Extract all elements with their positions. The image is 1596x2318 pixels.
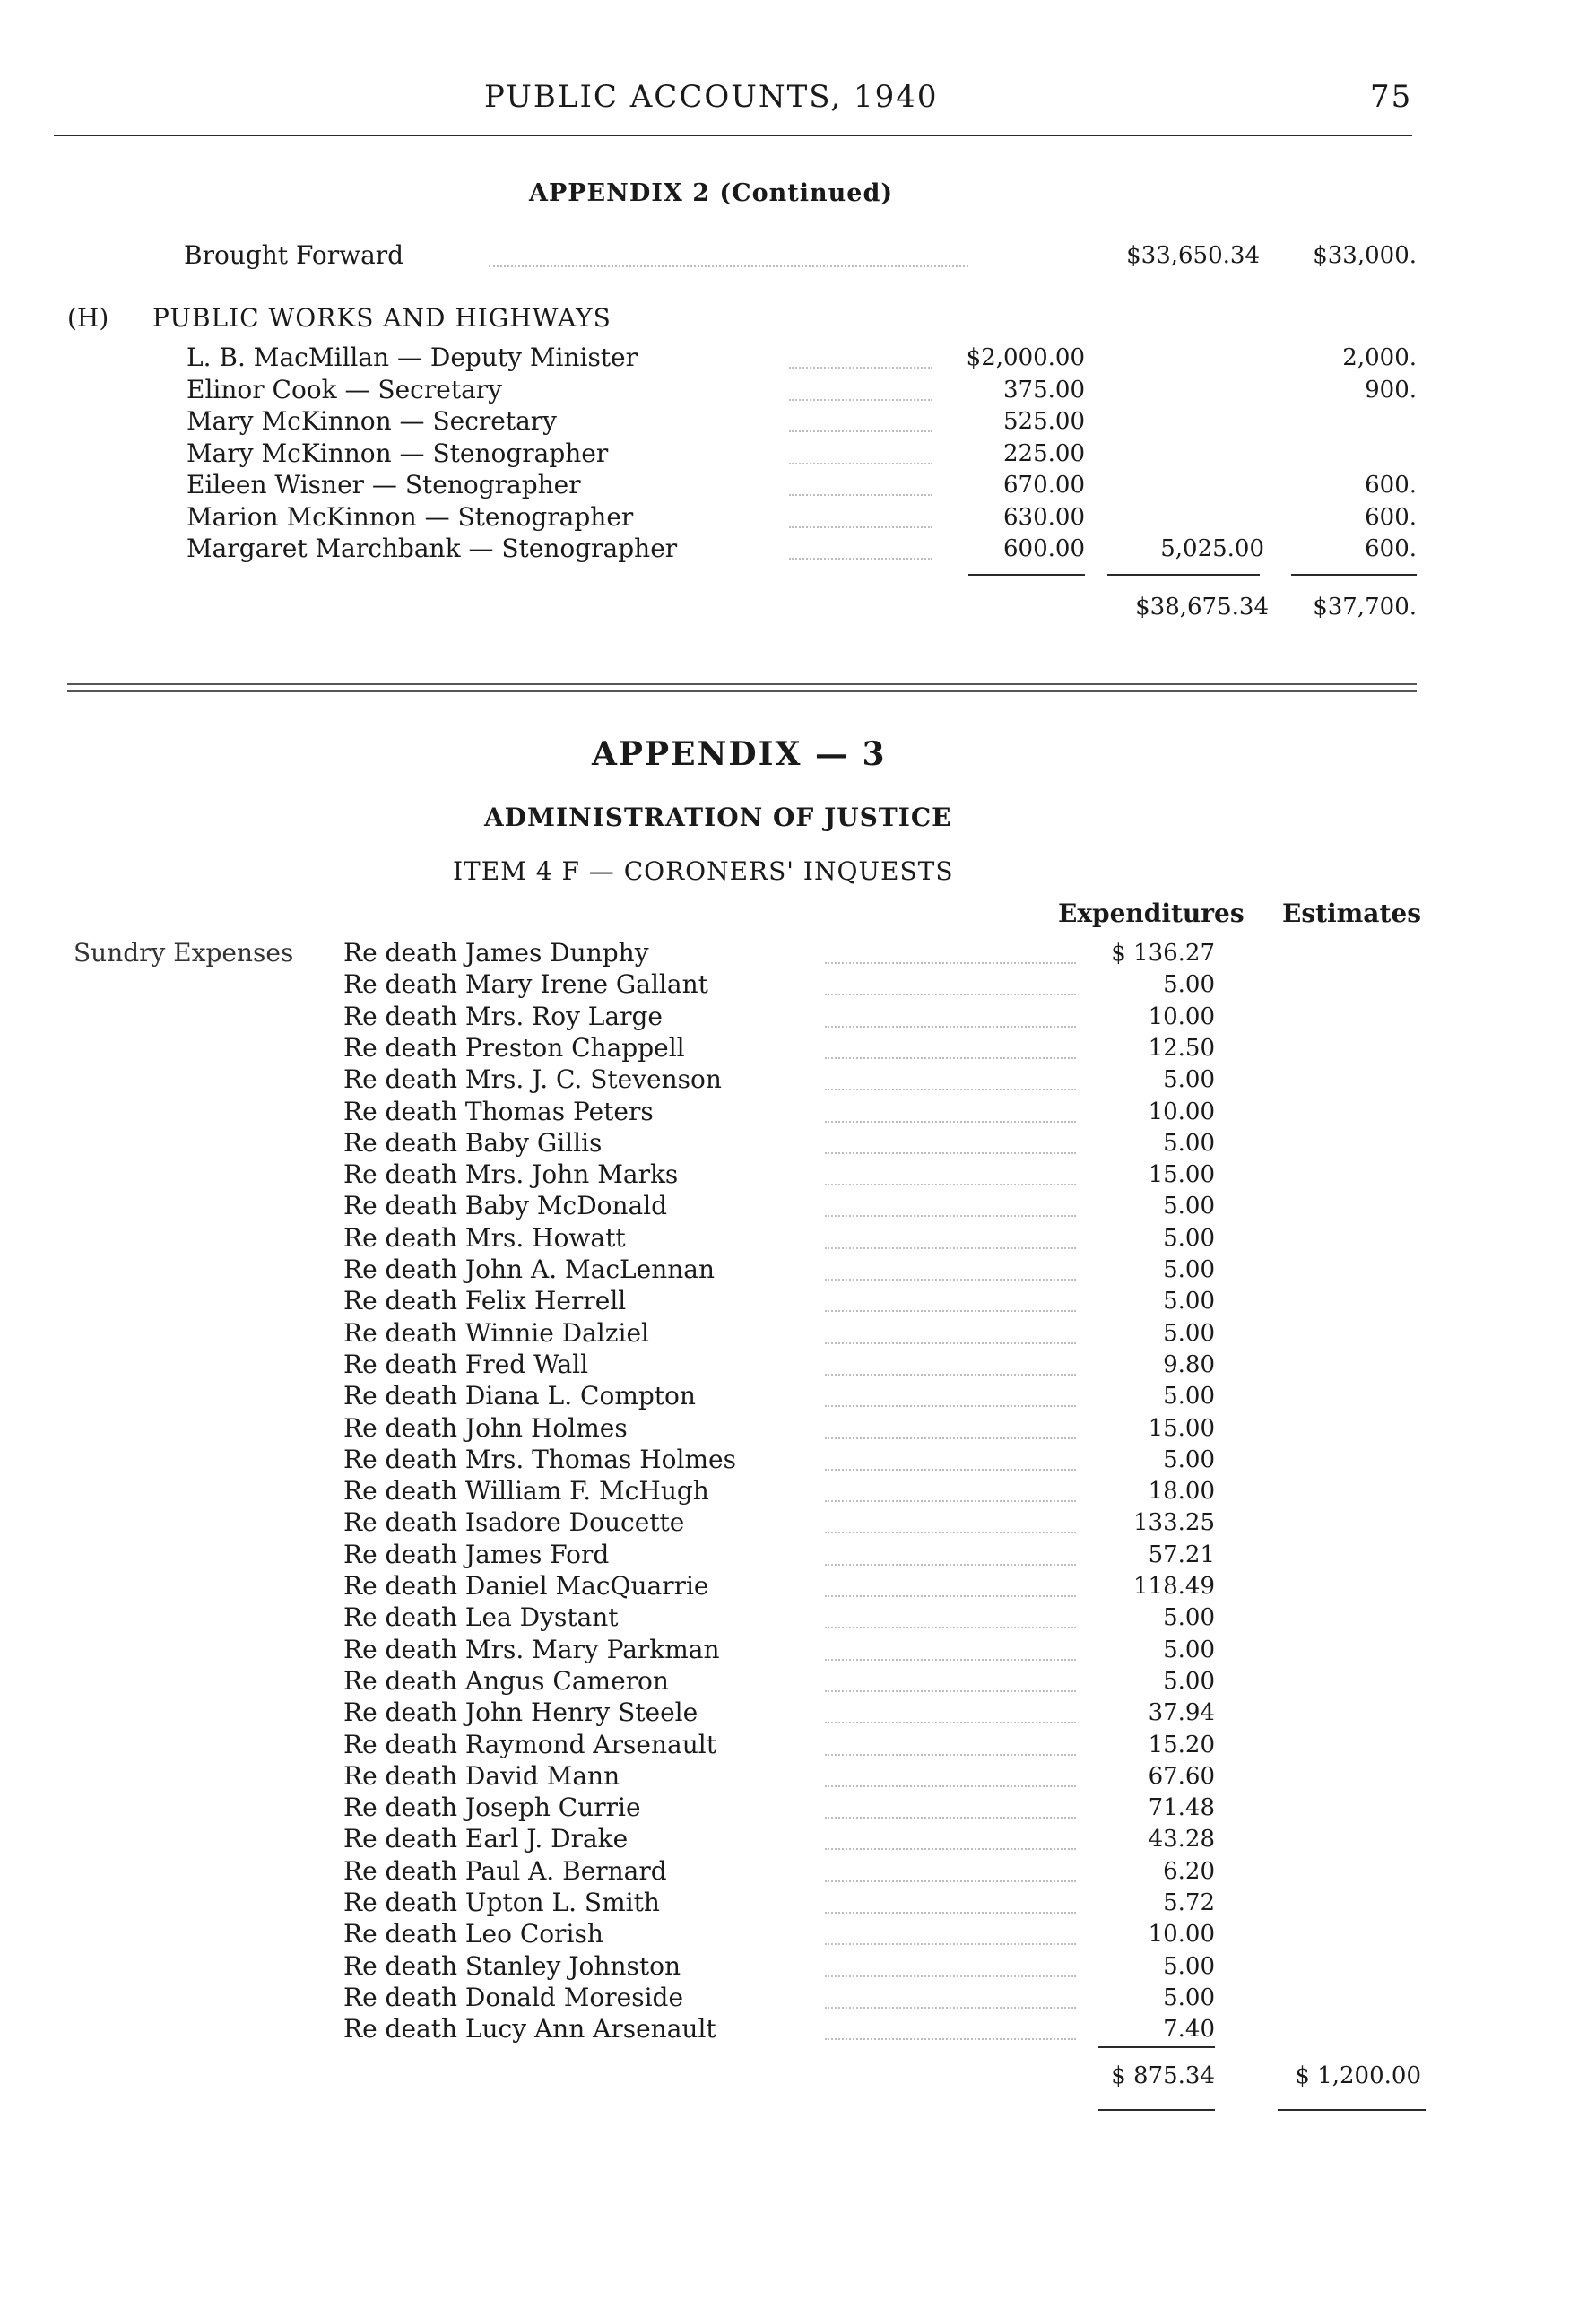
entry-label: Re death Isadore Doucette	[343, 1507, 685, 1538]
appendix3-total-estimate: $ 1,200.00	[1295, 2062, 1421, 2089]
entry-amount: 10.00	[1148, 1921, 1215, 1949]
line-item-label: Eileen Wisner — Stenographer	[186, 470, 581, 499]
line-item-estimate: 900.	[1365, 376, 1417, 404]
leader-dots	[825, 1564, 1076, 1566]
table-row	[0, 1159, 1596, 1191]
line-item	[0, 502, 1596, 534]
table-row	[0, 1571, 1596, 1602]
line-item	[0, 406, 1596, 438]
table-row	[0, 1730, 1596, 1761]
entry-label: Re death John Henry Steele	[343, 1697, 698, 1728]
entry-amount: 5.00	[1163, 1383, 1215, 1411]
entry-label: Re death James Dunphy	[343, 938, 649, 968]
entry-label: Re death Mary Irene Gallant	[343, 969, 708, 1000]
table-row	[0, 1697, 1596, 1729]
entry-amount: 133.25	[1133, 1509, 1215, 1537]
line-item-amount: $2,000.00	[966, 344, 1085, 371]
entry-label: Re death John Holmes	[343, 1412, 628, 1443]
leader-dots	[825, 1184, 1076, 1185]
entry-label: Re death David Mann	[343, 1760, 620, 1791]
appendix3-subheading: ADMINISTRATION OF JUSTICE	[484, 803, 952, 832]
sundry-expenses-label: Sundry Expenses	[74, 938, 294, 968]
entry-label: Re death Winnie Dalziel	[343, 1317, 649, 1348]
entry-label: Re death Upton L. Smith	[343, 1888, 660, 1917]
line-item	[0, 534, 1596, 565]
entry-amount: 9.80	[1163, 1350, 1215, 1378]
expenditures-column-header: Expenditures	[1058, 899, 1245, 928]
leader-dots	[825, 1880, 1076, 1882]
entry-amount: 10.00	[1148, 1003, 1215, 1030]
table-row	[0, 1919, 1596, 1950]
entry-amount: 5.00	[1163, 1256, 1215, 1283]
entry-amount: 6.20	[1163, 1857, 1215, 1885]
leader-dots	[825, 1690, 1076, 1692]
table-row	[0, 1002, 1596, 1033]
leader-dots	[789, 430, 932, 432]
table-row	[0, 1951, 1596, 1983]
leader-dots	[825, 1659, 1076, 1661]
brought-forward-expenditure: $33,650.34	[1126, 242, 1260, 269]
leader-dots	[825, 1817, 1076, 1819]
leader-dots	[825, 1785, 1076, 1787]
entry-amount: 57.21	[1148, 1541, 1215, 1568]
leader-dots	[789, 558, 932, 560]
line-item-estimate: 600.	[1365, 535, 1417, 562]
entry-label: Re death Mrs. Howatt	[343, 1222, 626, 1253]
leader-dots	[789, 494, 932, 496]
entry-label: Re death Raymond Arsenault	[343, 1729, 716, 1759]
entry-amount: 5.00	[1163, 971, 1215, 999]
entry-label: Re death Felix Herrell	[343, 1286, 627, 1316]
entry-amount: 5.00	[1163, 1667, 1215, 1695]
subtotal-rule	[968, 574, 1085, 576]
table-row	[0, 1793, 1596, 1824]
total-underline	[1098, 2109, 1215, 2111]
table-row	[0, 1635, 1596, 1666]
entry-label: Re death Mrs. Thomas Holmes	[343, 1444, 736, 1474]
appendix2-heading: APPENDIX 2 (Continued)	[529, 179, 894, 207]
total-underline	[1278, 2109, 1426, 2111]
appendix2-total-estimate: $37,700.	[1313, 594, 1417, 621]
line-item	[0, 343, 1596, 374]
entry-amount: 5.00	[1163, 1129, 1215, 1157]
line-item-amount: 630.00	[1003, 503, 1085, 531]
section-title: PUBLIC WORKS AND HIGHWAYS	[152, 303, 612, 333]
table-row	[0, 1128, 1596, 1159]
table-row	[0, 938, 1596, 969]
entry-label: Re death John A. MacLennan	[343, 1254, 715, 1284]
page-title: PUBLIC ACCOUNTS, 1940	[484, 79, 939, 115]
leader-dots	[489, 265, 968, 267]
leader-dots	[825, 1279, 1076, 1281]
leader-dots	[825, 1215, 1076, 1217]
table-row	[0, 1413, 1596, 1445]
table-row	[0, 1097, 1596, 1128]
leader-dots	[825, 1405, 1076, 1407]
entry-label: Re death Thomas Peters	[343, 1096, 654, 1126]
leader-dots	[825, 1943, 1076, 1945]
appendix3-total-expenditure: $ 875.34	[1111, 2062, 1215, 2089]
table-row	[0, 1761, 1596, 1793]
entry-label: Re death Fred Wall	[343, 1349, 589, 1379]
leader-dots	[825, 2038, 1076, 2040]
line-item-label: Mary McKinnon — Secretary	[186, 406, 557, 436]
entry-amount: $ 136.27	[1111, 940, 1215, 967]
entry-amount: 5.00	[1163, 1224, 1215, 1252]
leader-dots	[825, 1374, 1076, 1376]
entry-label: Re death Mrs. Roy Large	[343, 1001, 663, 1031]
entry-amount: 5.00	[1163, 1193, 1215, 1220]
line-item	[0, 470, 1596, 501]
entry-label: Re death Preston Chappell	[343, 1032, 685, 1063]
table-row	[0, 1445, 1596, 1476]
table-row	[0, 1254, 1596, 1286]
table-row	[0, 1318, 1596, 1350]
leader-dots	[789, 399, 932, 401]
line-item-amount: 375.00	[1003, 376, 1085, 404]
table-row	[0, 1602, 1596, 1634]
entry-label: Re death Baby McDonald	[343, 1191, 668, 1221]
table-row	[0, 1888, 1596, 1919]
leader-dots	[825, 1089, 1076, 1090]
appendix3-heading: APPENDIX — 3	[592, 735, 887, 773]
brought-forward-estimate: $33,000.	[1313, 242, 1417, 269]
line-item-estimate: 600.	[1365, 472, 1417, 499]
entry-label: Re death Mrs. J. C. Stevenson	[343, 1064, 722, 1095]
line-item	[0, 438, 1596, 470]
entry-label: Re death Daniel MacQuarrie	[343, 1571, 709, 1601]
section-separator	[67, 683, 1417, 685]
entry-amount: 5.00	[1163, 1636, 1215, 1663]
entry-label: Re death Joseph Currie	[343, 1793, 641, 1823]
leader-dots	[825, 1026, 1076, 1028]
leader-dots	[825, 1057, 1076, 1059]
entry-label: Re death Stanley Johnston	[343, 1950, 681, 1981]
table-row	[0, 1064, 1596, 1096]
line-item-amount: 225.00	[1003, 439, 1085, 467]
table-row	[0, 1286, 1596, 1317]
table-row	[0, 1033, 1596, 1064]
table-row	[0, 1476, 1596, 1507]
entry-label: Re death Mrs. John Marks	[343, 1159, 679, 1190]
entry-label: Re death Leo Corish	[343, 1919, 603, 1949]
leader-dots	[825, 1310, 1076, 1312]
entry-amount: 43.28	[1148, 1826, 1215, 1854]
subtotal-rule	[1107, 574, 1260, 576]
table-row	[0, 1540, 1596, 1571]
leader-dots	[825, 1754, 1076, 1756]
estimates-column-header: Estimates	[1282, 899, 1421, 928]
leader-dots	[825, 962, 1076, 964]
entry-amount: 5.00	[1163, 1319, 1215, 1347]
table-row	[0, 1350, 1596, 1381]
entry-amount: 15.00	[1148, 1161, 1215, 1189]
entry-amount: 7.40	[1163, 2016, 1215, 2044]
line-item	[0, 375, 1596, 406]
line-item-label: Mary McKinnon — Stenographer	[186, 438, 609, 468]
entry-label: Re death Lucy Ann Arsenault	[343, 2014, 716, 2045]
table-row	[0, 969, 1596, 1001]
section-separator	[67, 690, 1417, 692]
section-code: (H)	[67, 303, 109, 333]
page-number: 75	[1370, 79, 1413, 115]
leader-dots	[825, 1247, 1076, 1249]
appendix3-item: ITEM 4 F — CORONERS' INQUESTS	[453, 856, 954, 886]
entry-amount: 5.00	[1163, 1288, 1215, 1315]
leader-dots	[825, 1975, 1076, 1977]
line-item-label: Elinor Cook — Secretary	[186, 374, 502, 404]
leader-dots	[825, 1342, 1076, 1344]
line-item-estimate: 600.	[1365, 503, 1417, 531]
entry-amount: 37.94	[1148, 1699, 1215, 1727]
line-item-label: Marion McKinnon — Stenographer	[186, 501, 634, 532]
brought-forward-label: Brought Forward	[184, 240, 404, 270]
entry-amount: 5.72	[1163, 1889, 1215, 1916]
entry-label: Re death Diana L. Compton	[343, 1381, 696, 1411]
table-row	[0, 1983, 1596, 2014]
entry-amount: 5.00	[1163, 1445, 1215, 1473]
table-row	[0, 1191, 1596, 1222]
table-row	[0, 1824, 1596, 1855]
appendix2-total-expenditure: $38,675.34	[1135, 594, 1269, 621]
entry-amount: 5.00	[1163, 1604, 1215, 1632]
subtotal-rule	[1291, 574, 1417, 576]
leader-dots	[825, 1848, 1076, 1850]
table-row	[0, 1381, 1596, 1412]
leader-dots	[825, 1595, 1076, 1597]
entry-amount: 12.50	[1148, 1034, 1215, 1062]
leader-dots	[825, 2007, 1076, 2009]
leader-dots	[825, 1121, 1076, 1123]
header-rule	[54, 135, 1412, 136]
entry-label: Re death Mrs. Mary Parkman	[343, 1634, 720, 1664]
entry-amount: 5.00	[1163, 1952, 1215, 1980]
entry-amount: 10.00	[1148, 1098, 1215, 1125]
entry-label: Re death Lea Dystant	[343, 1602, 619, 1633]
entry-amount: 15.00	[1148, 1414, 1215, 1442]
leader-dots	[825, 1500, 1076, 1502]
line-item-amount: 525.00	[1003, 408, 1085, 435]
line-item-label: L. B. MacMillan — Deputy Minister	[186, 343, 638, 372]
table-row	[0, 1223, 1596, 1254]
leader-dots	[825, 1152, 1076, 1154]
entry-amount: 5.00	[1163, 1984, 1215, 2011]
entry-label: Re death James Ford	[343, 1539, 610, 1569]
total-rule	[1098, 2046, 1215, 2048]
leader-dots	[825, 994, 1076, 995]
leader-dots	[789, 463, 932, 464]
line-item-subtotal: 5,025.00	[1160, 535, 1264, 562]
entry-label: Re death Angus Cameron	[343, 1665, 669, 1696]
leader-dots	[825, 1437, 1076, 1439]
line-item-amount: 670.00	[1003, 472, 1085, 499]
entry-amount: 5.00	[1163, 1066, 1215, 1094]
entry-amount: 15.20	[1148, 1731, 1215, 1758]
entry-label: Re death Baby Gillis	[343, 1127, 603, 1158]
entry-label: Re death William F. McHugh	[343, 1476, 709, 1506]
leader-dots	[825, 1469, 1076, 1471]
leader-dots	[825, 1912, 1076, 1914]
table-row	[0, 1666, 1596, 1697]
line-item-estimate: 2,000.	[1342, 344, 1417, 371]
entry-label: Re death Paul A. Bernard	[343, 1855, 667, 1886]
table-row	[0, 1856, 1596, 1888]
leader-dots	[789, 367, 932, 369]
entry-label: Re death Earl J. Drake	[343, 1824, 629, 1854]
entry-amount: 67.60	[1148, 1762, 1215, 1790]
entry-amount: 118.49	[1133, 1573, 1215, 1600]
leader-dots	[789, 526, 932, 528]
entry-amount: 71.48	[1148, 1794, 1215, 1822]
entry-amount: 18.00	[1148, 1478, 1215, 1506]
leader-dots	[825, 1627, 1076, 1628]
leader-dots	[825, 1722, 1076, 1723]
line-item-amount: 600.00	[1003, 535, 1085, 562]
leader-dots	[825, 1532, 1076, 1533]
table-row	[0, 1507, 1596, 1539]
table-row	[0, 2014, 1596, 2045]
line-item-label: Margaret Marchbank — Stenographer	[186, 534, 678, 563]
entry-label: Re death Donald Moreside	[343, 1982, 684, 2012]
